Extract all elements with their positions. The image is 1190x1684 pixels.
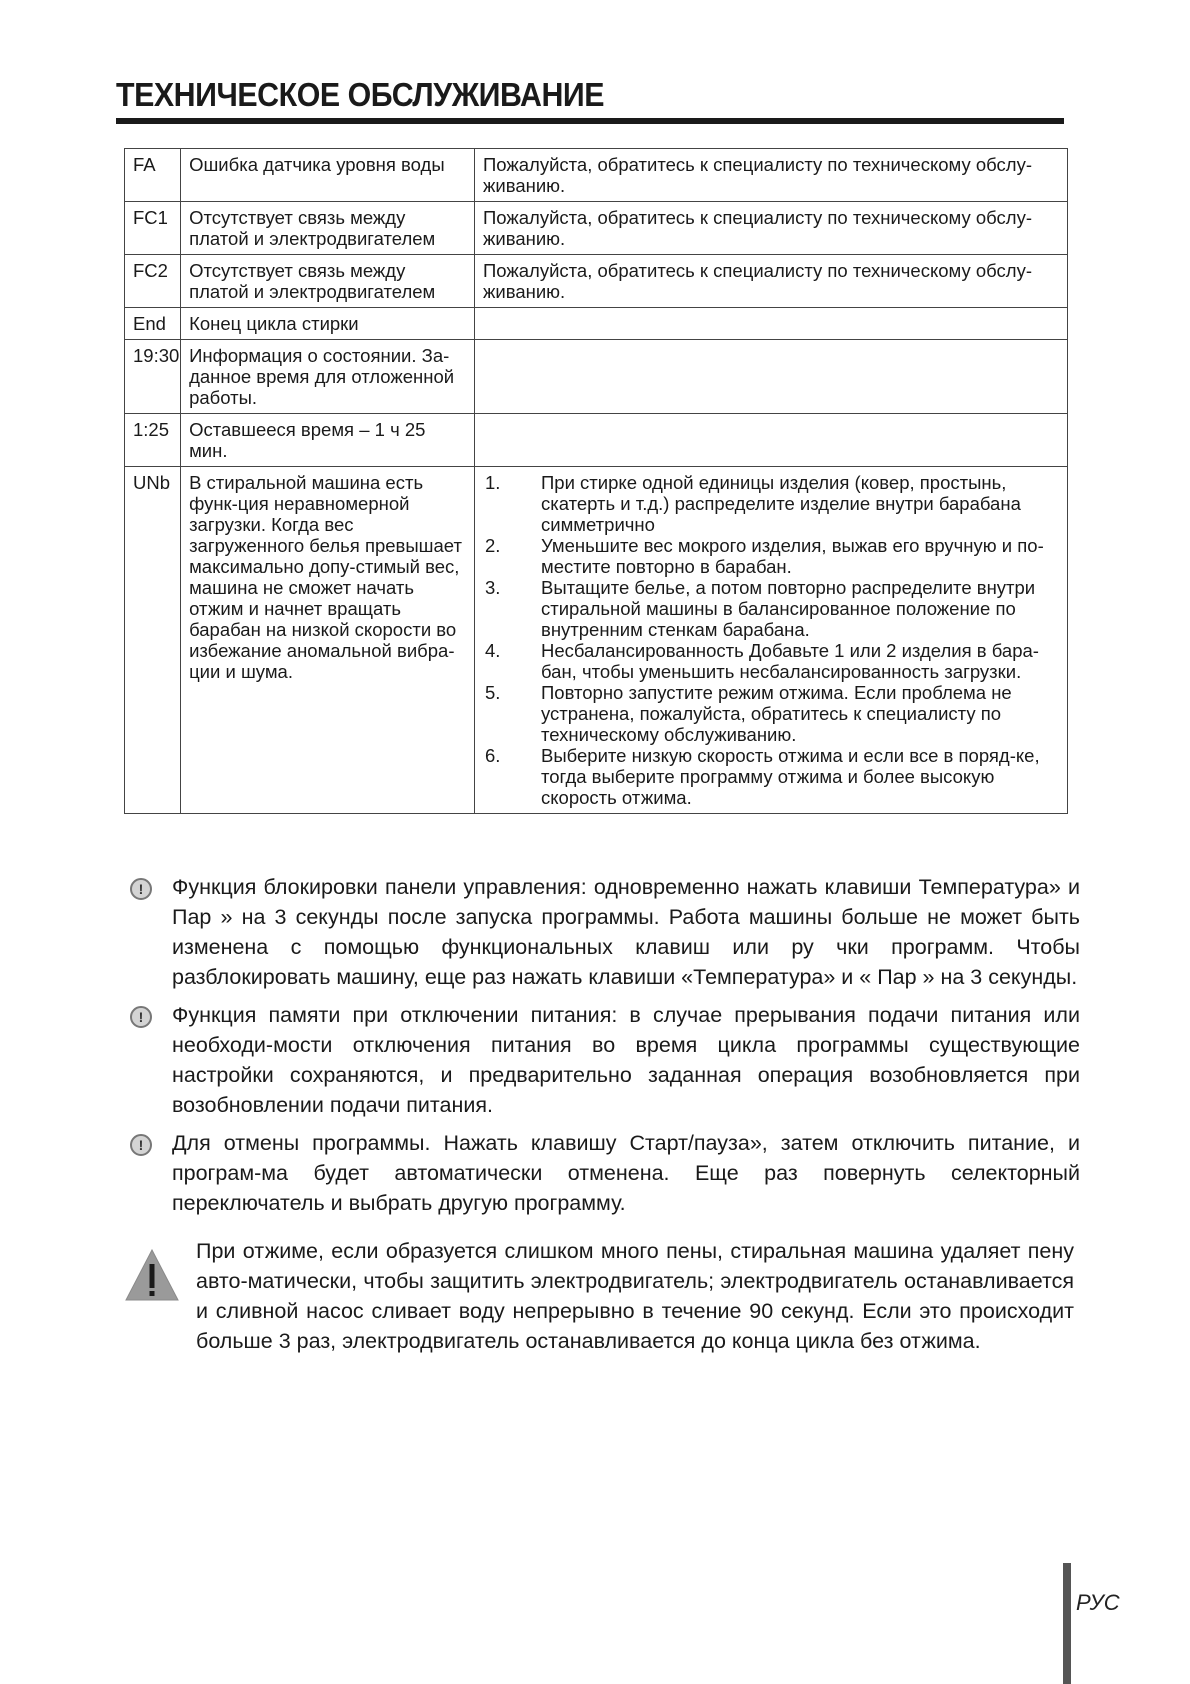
list-item [483, 640, 1059, 682]
code-cell: 19:30 [125, 340, 181, 414]
step-text: Выберите низкую скорость отжима и если все в поряд-ке, тогда выберите программу отжима и более высокую скорость отжима. [540, 745, 1040, 808]
code-cell: FC1 [125, 202, 181, 255]
list-item [483, 682, 1059, 745]
step-text: Несбалансированность Добавьте 1 или 2 изделия в бара-бан, чтобы уменьшить несбалансированность загрузки. [540, 640, 1039, 682]
meaning-cell: Оставшееся время – 1 ч 25 мин. [181, 414, 475, 467]
code-cell: 1:25 [125, 414, 181, 467]
action-cell: Пожалуйста, обратитесь к специалисту по техническому обслу-живанию. [474, 255, 1067, 308]
list-item [483, 535, 1059, 577]
step-number: 2. [484, 535, 501, 556]
table-row [125, 149, 1068, 202]
meaning-cell: Конец цикла стирки [181, 308, 475, 340]
meaning-cell: Ошибка датчика уровня воды [181, 149, 475, 202]
warning-text: При отжиме, если образуется слишком много пены, стиральная машина удаляет пену авто-матически, чтобы защитить электродвигатель; электродвигатель останавливается и сливной насос сливает воду непрерывно в течение 90 секунд. Если это происходит больше 3 раз, электродвигатель останавливается до конца цикла без отжима. [196, 1239, 1074, 1353]
code-cell: FC2 [125, 255, 181, 308]
note-cancel-program [130, 1128, 1080, 1218]
meaning-cell: Отсутствует связь между платой и электродвигателем [181, 255, 475, 308]
meaning-cell: Отсутствует связь между платой и электродвигателем [181, 202, 475, 255]
warning-triangle-icon [124, 1248, 196, 1356]
unb-steps-list [483, 472, 1059, 808]
list-item [483, 577, 1059, 640]
code-cell: End [125, 308, 181, 340]
step-number: 4. [484, 640, 501, 661]
action-cell [474, 467, 1067, 814]
notes-section [130, 872, 1080, 1226]
table-row-unb [125, 467, 1068, 814]
step-text: При стирке одной единицы изделия (ковер, простынь, скатерть и т.д.) распределите изделие внутри барабана симметрично [540, 472, 1021, 535]
info-circle-icon: ! [130, 878, 152, 900]
action-cell [474, 414, 1067, 467]
step-number: 1. [484, 472, 501, 493]
table-row [125, 202, 1068, 255]
action-cell: Пожалуйста, обратитесь к специалисту по техническому обслу-живанию. [474, 149, 1067, 202]
step-number: 3. [484, 577, 501, 598]
error-codes-table [124, 148, 1068, 814]
note-control-lock [130, 872, 1080, 992]
page-side-bar [1063, 1563, 1071, 1684]
step-text: Уменьшите вес мокрого изделия, выжав его вручную и по-местите повторно в барабан. [540, 535, 1044, 577]
page-title: ТЕХНИЧЕСКОЕ ОБСЛУЖИВАНИЕ [116, 76, 605, 113]
meaning-cell: Информация о состоянии. За-данное время для отложенной работы. [181, 340, 475, 414]
language-tag: РУС [1076, 1590, 1120, 1615]
code-cell: FA [125, 149, 181, 202]
meaning-cell: В стиральной машина есть функ-ция неравномерной загрузки. Когда вес загруженного белья превышает максимально допу-стимый вес, машина не сможет начать отжим и начнет вращать барабан на низкой скорости во избежание аномальной вибра-ции и шума. [181, 467, 475, 814]
action-cell [474, 340, 1067, 414]
table-row [125, 255, 1068, 308]
note-power-memory [130, 1000, 1080, 1120]
info-circle-icon: ! [130, 1134, 152, 1156]
action-cell [474, 308, 1067, 340]
table-row [125, 308, 1068, 340]
step-number: 5. [484, 682, 501, 703]
table-row [125, 414, 1068, 467]
note-text: Функция блокировки панели управления: одновременно нажать клавиши Температура» и Пар » на 3 секунды после запуска программы. Работа машины больше не может быть изменена с помощью функциональных клавиш или ру чки программ. Чтобы разблокировать машину, еще раз нажать клавиши «Температура» и « Пар » на 3 секунды. [172, 875, 1080, 989]
step-text: Повторно запустите режим отжима. Если проблема не устранена, пожалуйста, обратитесь к специалисту по техническому обслуживанию. [540, 682, 1012, 745]
action-cell: Пожалуйста, обратитесь к специалисту по техническому обслу-живанию. [474, 202, 1067, 255]
list-item [483, 745, 1059, 808]
code-cell: UNb [125, 467, 181, 814]
info-circle-icon: ! [130, 1006, 152, 1028]
step-text: Вытащите белье, а потом повторно распределите внутри стиральной машины в балансированное положение по внутренним стенкам барабана. [540, 577, 1036, 640]
title-divider [116, 118, 1064, 124]
list-item [483, 472, 1059, 535]
note-text: Для отмены программы. Нажать клавишу Старт/пауза», затем отключить питание, и програм-ма будет автоматически отменена. Еще раз повернуть селекторный переключатель и выбрать другую программу. [172, 1131, 1080, 1215]
note-text: Функция памяти при отключении питания: в случае прерывания подачи питания или необходи-мости отключения питания во время цикла программы существующие настройки сохраняются, и предварительно заданная операция возобновляется при возобновлении подачи питания. [172, 1003, 1080, 1117]
step-number: 6. [484, 745, 501, 766]
table-row [125, 340, 1068, 414]
foam-warning [124, 1236, 1074, 1356]
